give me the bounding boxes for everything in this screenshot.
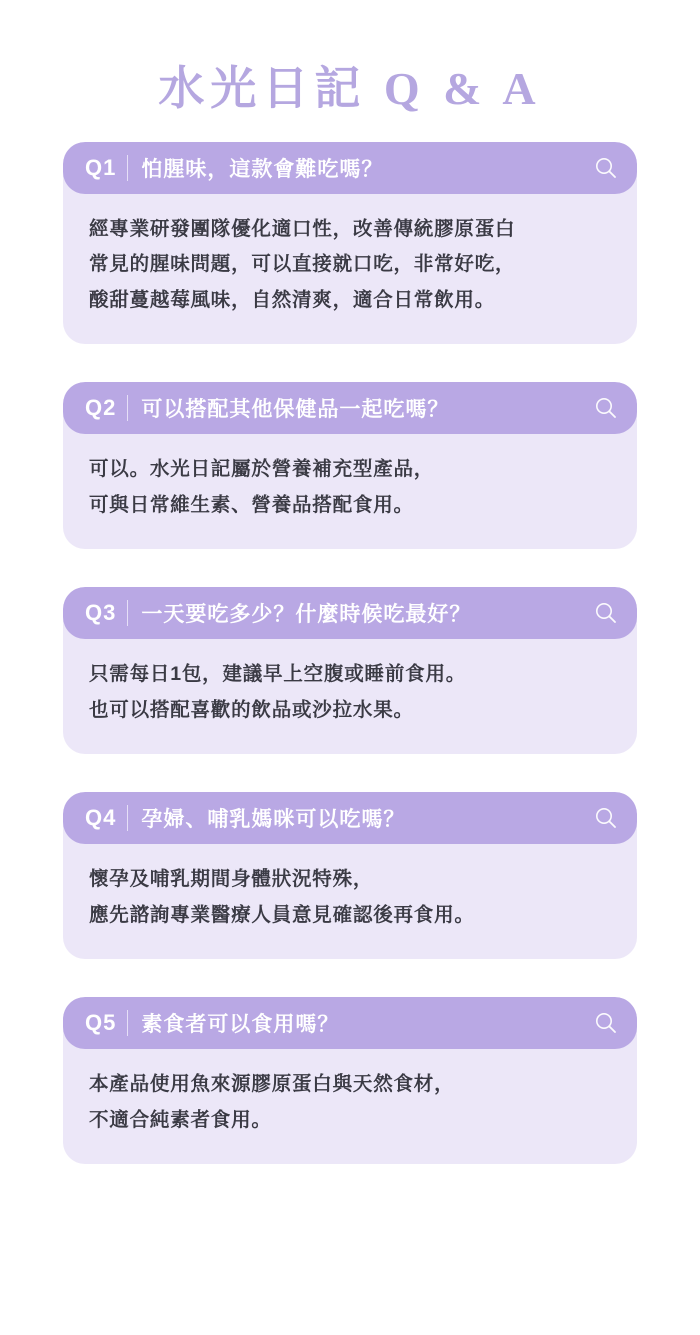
- faq-answer-line: 酸甜蔓越莓風味，自然清爽，適合日常飲用。: [89, 288, 496, 311]
- faq-answer-line: 應先諮詢專業醫療人員意見確認後再食用。: [89, 903, 475, 926]
- faq-question-text: 孕婦、哺乳媽咪可以吃嗎？: [141, 808, 406, 832]
- faq-question-header[interactable]: [63, 142, 637, 194]
- divider: [127, 805, 128, 831]
- faq-question-text: 怕腥味，這款會難吃嗎？: [141, 158, 384, 181]
- faq-answer: [63, 1049, 637, 1164]
- search-icon: [593, 805, 619, 831]
- divider: [127, 1010, 128, 1036]
- faq-question-text: 一天要吃多少？什麼時候吃最好？: [141, 603, 472, 627]
- faq-question-text: 素食者可以食用嗎？: [141, 1013, 340, 1037]
- divider: [127, 155, 128, 181]
- faq-question-number: Q2: [85, 395, 117, 421]
- faq-question-text: 可以搭配其他保健品一起吃嗎？: [141, 398, 450, 422]
- search-icon: [593, 395, 619, 421]
- faq-answer-line: 不適合純素者食用。: [89, 1108, 272, 1131]
- faq-question-header[interactable]: [63, 997, 637, 1049]
- faq-question-header[interactable]: [63, 382, 637, 434]
- faq-item: [63, 997, 637, 1164]
- faq-question-number: Q3: [85, 600, 117, 626]
- faq-question-number: Q5: [85, 1010, 117, 1036]
- faq-question-header[interactable]: [63, 587, 637, 639]
- faq-answer: [63, 639, 637, 754]
- search-icon: [593, 1010, 619, 1036]
- faq-answer-line: 常見的腥味問題，可以直接就口吃，非常好吃，: [89, 253, 516, 276]
- page-title: 水光日記 Q & A: [158, 63, 542, 114]
- faq-answer-line: 也可以搭配喜歡的飲品或沙拉水果。: [89, 698, 414, 721]
- faq-item: [63, 142, 637, 344]
- faq-answer: [63, 194, 637, 344]
- faq-answer-line: 本產品使用魚來源膠原蛋白與天然食材，: [89, 1073, 455, 1096]
- divider: [127, 600, 128, 626]
- faq-answer-line: 懷孕及哺乳期間身體狀況特殊，: [89, 868, 374, 891]
- search-icon: [593, 600, 619, 626]
- faq-list: [63, 142, 637, 1164]
- divider: [127, 395, 128, 421]
- faq-item: [63, 382, 637, 549]
- search-icon: [593, 155, 619, 181]
- faq-answer-line: 可與日常維生素、營養品搭配食用。: [89, 493, 414, 516]
- faq-answer-line: 經專業研發團隊優化適口性，改善傳統膠原蛋白: [89, 218, 516, 240]
- faq-item: [63, 792, 637, 959]
- faq-answer-line: 只需每日1包，建議早上空腹或睡前食用。: [89, 663, 467, 686]
- faq-item: [63, 587, 637, 754]
- faq-question-number: Q4: [85, 805, 117, 831]
- faq-question-header[interactable]: [63, 792, 637, 844]
- faq-question-number: Q1: [85, 155, 117, 180]
- faq-answer: [63, 844, 637, 959]
- faq-answer-line: 可以。水光日記屬於營養補充型產品，: [89, 458, 435, 481]
- faq-answer: [63, 434, 637, 549]
